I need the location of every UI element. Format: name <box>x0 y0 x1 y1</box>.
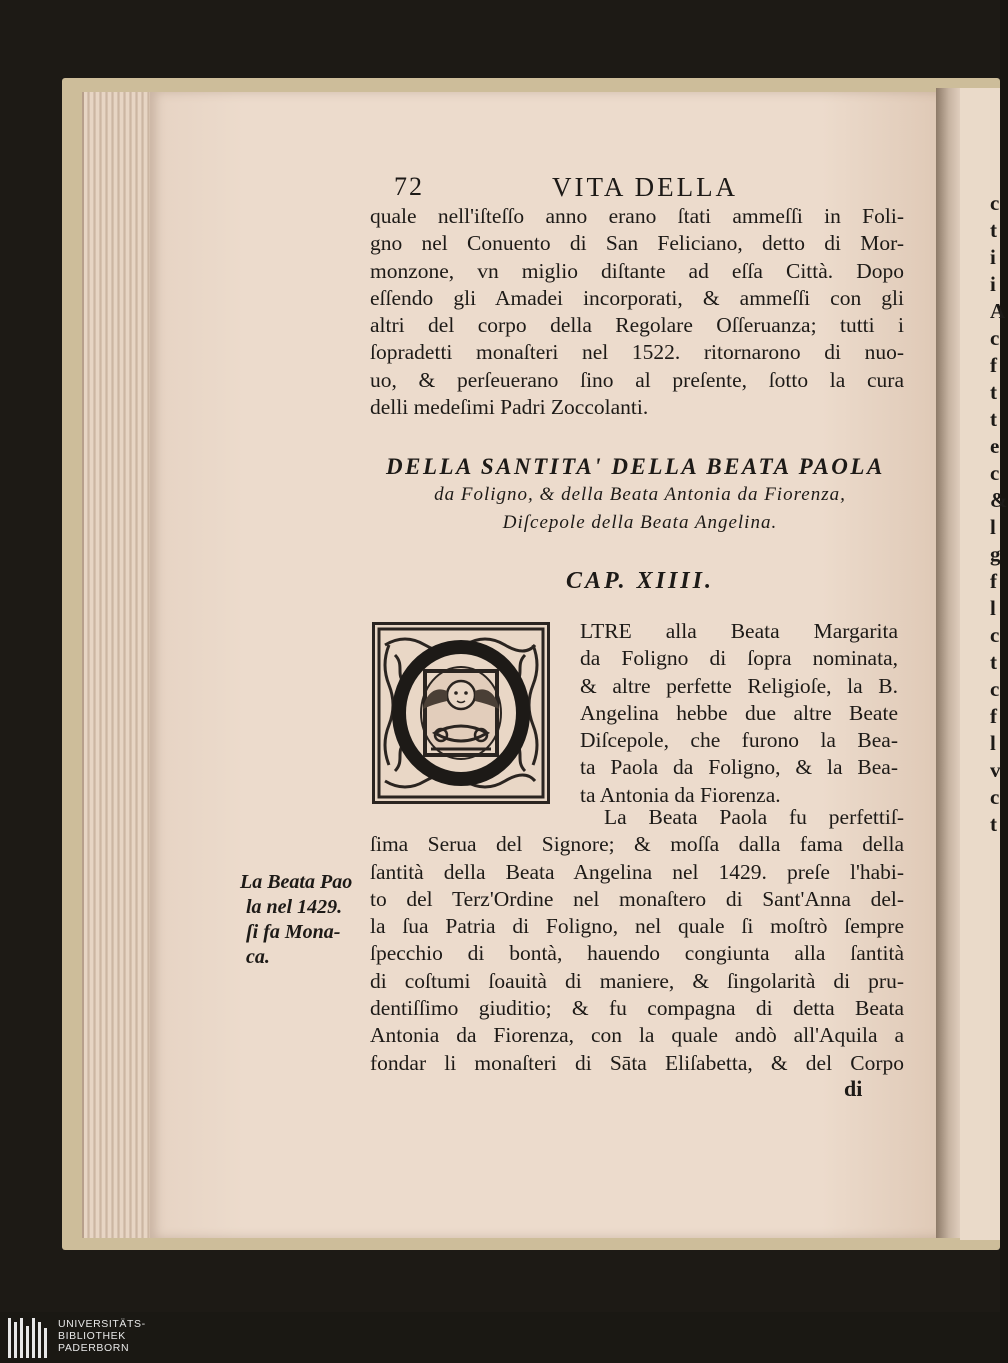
text-line: eſſendo gli Amadei incorporati, & ammeſſi con gli <box>370 285 904 310</box>
decorated-initial-o <box>372 622 550 804</box>
library-logo-icon <box>4 1314 50 1362</box>
woodcut-initial-icon <box>375 625 547 801</box>
running-title: VITA DELLA <box>552 172 739 202</box>
facing-page-letter: t <box>990 812 997 836</box>
section-heading-line1: DELLA SANTITA' DELLA BEATA PAOLA <box>386 454 885 479</box>
text-line: to del Terz'Ordine nel monaſtero di Sant'Anna del- <box>370 886 904 911</box>
facing-page-letter: i <box>990 245 996 269</box>
library-footer <box>0 1312 1000 1363</box>
facing-page-letter: t <box>990 218 997 242</box>
text-line: fondar li monaſteri di Sāta Eliſabetta, & del Corpo <box>370 1050 904 1075</box>
text-line: di coſtumi ſoauità di maniere, & ſingolarità di pru- <box>370 968 904 993</box>
facing-page-letter: i <box>990 272 996 296</box>
initial-paragraph <box>580 618 898 809</box>
facing-page-letter: g <box>990 542 1001 566</box>
facing-page-letter: t <box>990 380 997 404</box>
facing-page-letter: & <box>990 488 1008 512</box>
text-line: ta Paola da Foligno, & la Bea- <box>580 755 898 780</box>
text-line: ſima Serua del Signore; & moſſa dalla fama della <box>370 832 904 857</box>
section-heading-line2: da Foligno, & della Beata Antonia da Fiorenza, <box>434 484 846 505</box>
facing-page-letter: c <box>990 461 1000 485</box>
facing-page-letter: v <box>990 758 1001 782</box>
text-line: delli medeſimi Padri Zoccolanti. <box>370 395 649 420</box>
facing-page-letter: l <box>990 596 996 620</box>
facing-page-letter: c <box>990 191 1000 215</box>
text-line: altri del corpo della Regolare Oſſeruanza; tutti i <box>370 313 904 338</box>
text-line: la ſua Patria di Foligno, nel quale ſi moſtrò ſempre <box>370 914 904 939</box>
text-line: quale nell'iſteſſo anno erano ſtati ammeſſi in Foli- <box>370 204 904 228</box>
text-line: LTRE alla Beata Margarita <box>580 619 898 643</box>
facing-page-letter: f <box>990 353 997 377</box>
library-name <box>58 1318 146 1354</box>
marginal-note-line: La Beata Pao <box>240 871 353 893</box>
facing-page-letter: f <box>990 569 997 593</box>
catchword: di <box>844 1076 863 1101</box>
text-line: Diſcepole, che furono la Bea- <box>580 728 898 753</box>
text-line: Angelina hebbe due altre Beate <box>580 700 898 725</box>
facing-page-letter: c <box>990 326 1000 350</box>
facing-page-letter: t <box>990 650 997 674</box>
facing-page-letters <box>990 190 1008 838</box>
book-gutter <box>936 88 962 1238</box>
library-name-line1: UNIVERSITÄTS- <box>58 1318 146 1330</box>
chapter-heading: CAP. XIIII. <box>566 568 714 594</box>
marginal-note-line: la nel 1429. <box>246 896 343 918</box>
marginal-note-line: ſi fa Mona- <box>246 921 341 943</box>
text-line: & altre perfette Religioſe, la B. <box>580 673 898 698</box>
marginal-note-line: ca. <box>246 946 270 968</box>
text-line: ta Antonia da Fiorenza. <box>580 782 781 807</box>
text-line: dentiſſimo giuditio; & fu compagna di detta Beata <box>370 996 904 1021</box>
facing-page-letter: t <box>990 407 997 431</box>
facing-page-letter: f <box>990 704 997 728</box>
facing-page-letter: c <box>990 623 1000 647</box>
library-name-line2: BIBLIOTHEK <box>58 1330 126 1342</box>
top-paragraph <box>370 203 904 421</box>
text-line: ſpecchio di bontà, hauendo congiunta alla ſantità <box>370 941 904 966</box>
facing-page-letter: A <box>990 299 1006 323</box>
facing-page-letter: c <box>990 677 1000 701</box>
text-line: ſantità della Beata Angelina nel 1429. preſe l'habi- <box>370 859 904 884</box>
text-line: La Beata Paola fu perfettiſ- <box>604 805 904 829</box>
text-line: uo, & perſeuerano ſino al preſente, ſotto la cura <box>370 367 904 392</box>
marginal-note <box>240 870 364 970</box>
page-number: 72 <box>394 172 424 201</box>
text-line: da Foligno di ſopra nominata, <box>580 646 898 671</box>
facing-page-letter: l <box>990 731 996 755</box>
text-line: monzone, vn miglio diſtante ad eſſa Città. Dopo <box>370 258 904 283</box>
text-line: gno nel Conuento di San Feliciano, detto di Mor- <box>370 231 904 256</box>
body-paragraph <box>370 804 904 1077</box>
facing-page-letter: c <box>990 785 1000 809</box>
facing-page-letter: e <box>990 434 1000 458</box>
facing-page-letter: l <box>990 515 996 539</box>
text-line: Antonia da Fiorenza, con la quale andò all'Aquila a <box>370 1023 904 1048</box>
text-line: ſopradetti monaſteri nel 1522. ritornarono di nuo- <box>370 340 904 365</box>
section-heading-line3: Diſcepole della Beata Angelina. <box>502 512 778 533</box>
running-head <box>380 168 900 204</box>
library-name-line3: PADERBORN <box>58 1342 130 1354</box>
